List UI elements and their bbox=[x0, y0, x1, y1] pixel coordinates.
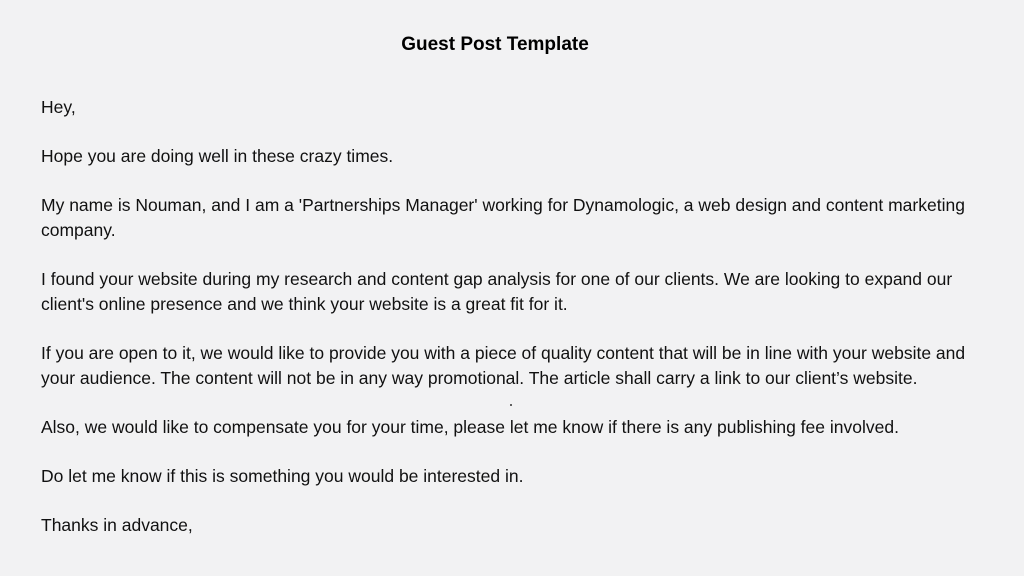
wellbeing-paragraph: Hope you are doing well in these crazy times. bbox=[41, 146, 394, 166]
closing-paragraph: Thanks in advance, bbox=[41, 515, 193, 535]
introduction-paragraph: My name is Nouman, and I am a 'Partnerships Manager' working for Dynamologic, a web design and content marketing company. bbox=[41, 195, 965, 240]
greeting-paragraph: Hey, bbox=[41, 97, 76, 117]
compensation-paragraph: Also, we would like to compensate you for your time, please let me know if there is any publishing fee involved. bbox=[41, 417, 899, 437]
stray-dot bbox=[510, 404, 512, 406]
email-body bbox=[41, 95, 991, 562]
research-paragraph: I found your website during my research and content gap analysis for one of our clients. We are looking to expand our client's online presence and we think your website is a great fit for it. bbox=[41, 269, 953, 314]
offer-paragraph: If you are open to it, we would like to provide you with a piece of quality content that will be in line with your website and your audience. The content will not be in any way promotional. The article shall carry a link to our client’s website. bbox=[41, 343, 966, 388]
page-title: Guest Post Template bbox=[401, 34, 589, 55]
interest-paragraph: Do let me know if this is something you would be interested in. bbox=[41, 466, 524, 486]
